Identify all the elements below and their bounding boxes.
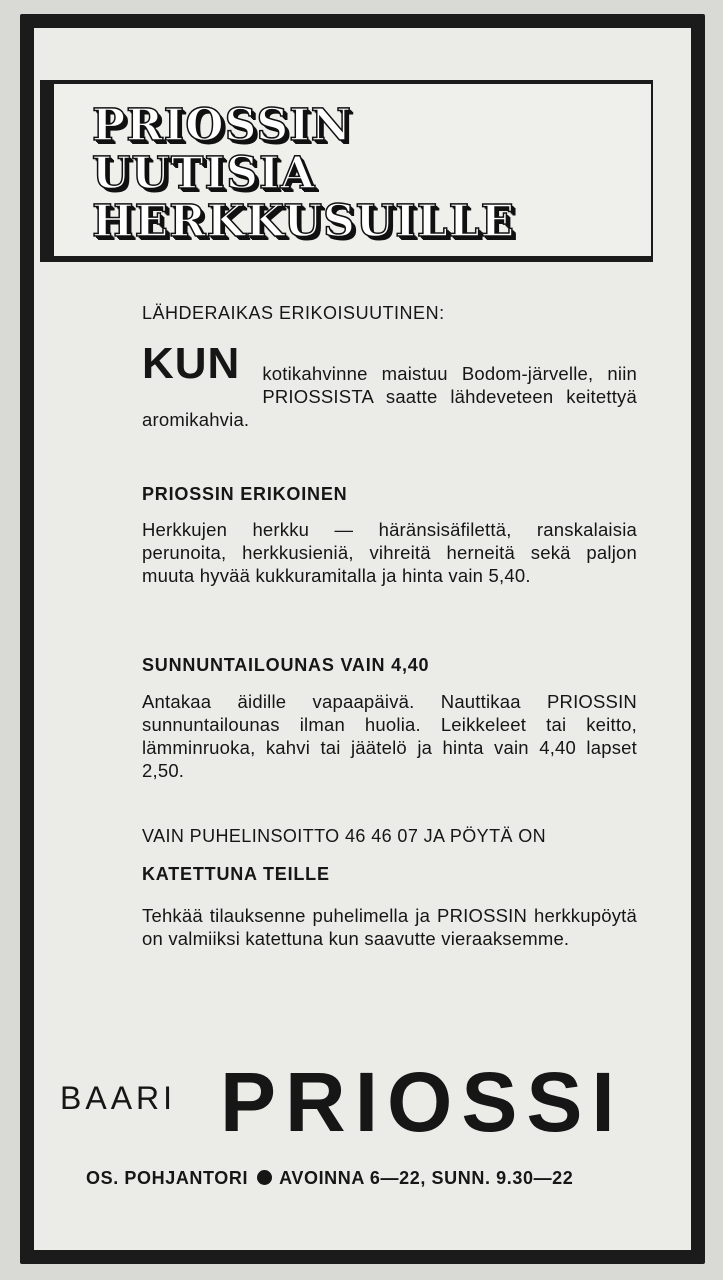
opening-hours: AVOINNA 6—22, SUNN. 9.30—22: [279, 1168, 574, 1188]
special-text: Herkkujen herkku — häränsisäfilettä, ranskalaisia perunoita, herkkusieniä, vihreitä herneitä sekä paljon muuta hyvää kukkuramitalla ja hinta vain 5,40.: [142, 519, 637, 586]
address-location: OS. POHJANTORI: [86, 1168, 249, 1188]
phone-line: VAIN PUHELINSOITTO 46 46 07 JA PÖYTÄ ON: [142, 826, 547, 846]
kun-paragraph: [142, 339, 637, 431]
special-title: PRIOSSIN ERIKOINEN: [142, 484, 348, 504]
kun-text: kotikahvinne maistuu Bodom-järvelle, niin PRIOSSISTA saatte lähdeveteen keitettyä aromikahvia.: [142, 363, 637, 430]
phone-text: Tehkää tilauksenne puhelimella ja PRIOSSIN herkkupöytä on valmiiksi katettuna kun saavutte vieraaksemme.: [142, 905, 637, 949]
sunday-title: SUNNUNTAILOUNAS VAIN 4,40: [142, 655, 430, 675]
bullet-dot-icon: [257, 1170, 272, 1185]
brand-prefix: BAARI: [60, 1080, 177, 1116]
kicker: LÄHDERAIKAS ERIKOISUUTINEN:: [142, 303, 445, 323]
masthead-box: [40, 80, 653, 262]
headline-line-1: PRIOSSIN: [92, 100, 352, 151]
headline-line-3: HERKKUSUILLE: [92, 196, 516, 247]
address-line: [86, 1168, 573, 1189]
phone-title: KATETTUNA TEILLE: [142, 864, 330, 884]
headline-line-2: UUTISIA: [92, 148, 316, 199]
brand-name: PRIOSSI: [220, 1055, 624, 1149]
headline: [92, 102, 515, 246]
sunday-text: Antakaa äidille vapaapäivä. Nauttikaa PRIOSSIN sunnuntailounas ilman huolia. Leikkeleet tai keitto, lämminruoka, kahvi tai jäätelö ja hinta vain 4,40 lapset 2,50.: [142, 691, 637, 781]
kun-word: KUN: [142, 339, 241, 388]
